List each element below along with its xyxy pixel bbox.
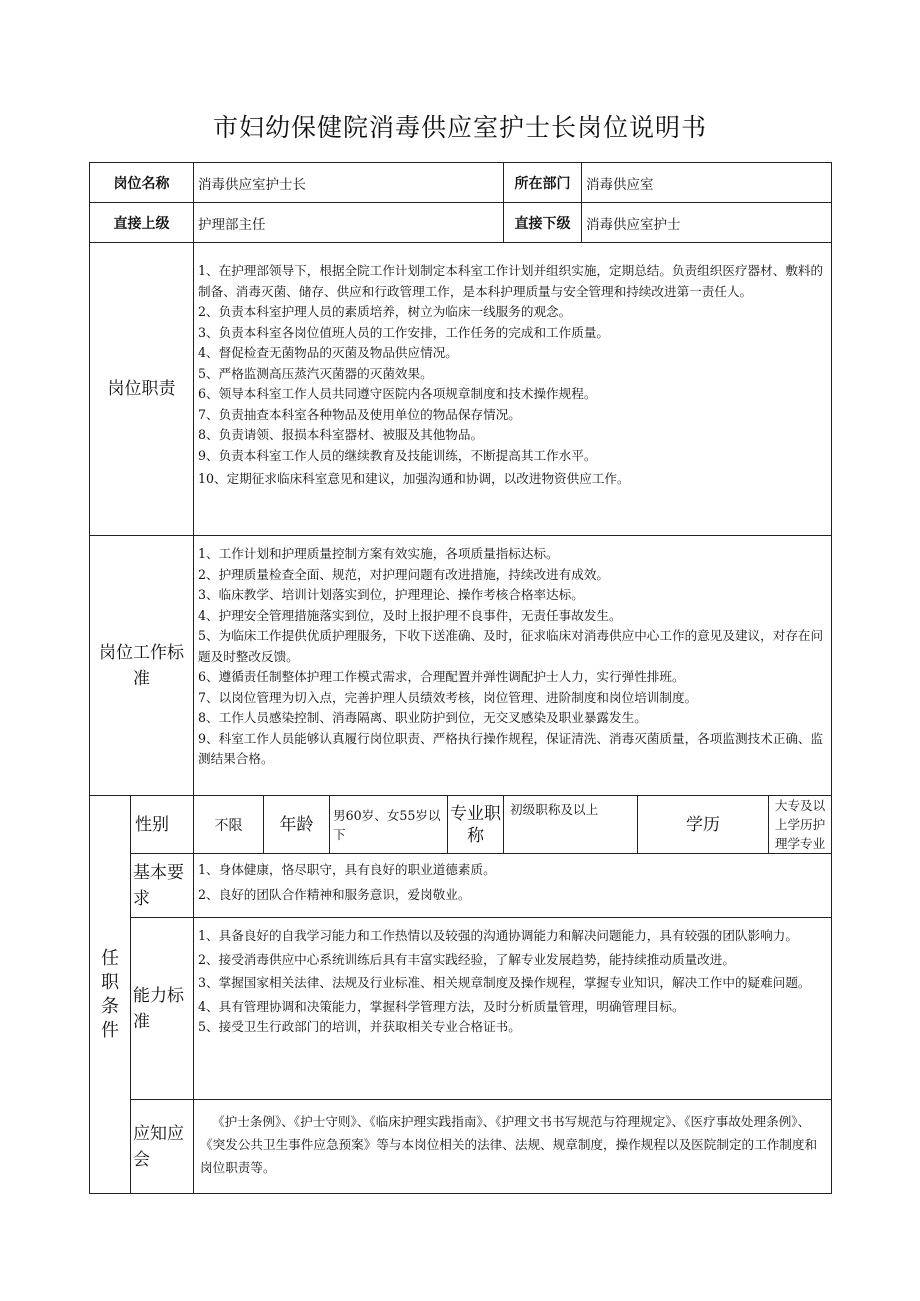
standard-item: 2、护理质量检查全面、规范，对护理问题有改进措施，持续改进有成效。 (198, 566, 610, 582)
basic-item: 2、良好的团队合作精神和服务意识，爱岗敬业。 (198, 886, 471, 902)
ability-row (90, 918, 832, 1100)
duty-item: 9、负责本科室工作人员的继续教育及技能训练，不断提高其工作水平。 (198, 447, 597, 463)
job-description-table (89, 162, 832, 1194)
qualifications-label: 任 职 条 件 (90, 796, 131, 1194)
duty-item: 2、负责本科室护理人员的素质培养，树立为临床一线服务的观念。 (198, 304, 572, 319)
post-name-label: 岗位名称 (90, 163, 194, 203)
ability-item: 3、掌握国家相关法律、法规及行业标准、相关规章制度及操作规程，掌握专业知识，解决工作中的疑难问题。 (198, 975, 811, 990)
duty-item: 7、负责抽查本科室各种物品及使用单位的物品保存情况。 (198, 406, 521, 422)
page-title: 市妇幼保健院消毒供应室护士长岗位说明书 (212, 113, 707, 142)
knowledge-label: 应知应会 (131, 1100, 194, 1194)
standard-item: 8、工作人员感染控制、消毒隔离、职业防护到位，无交叉感染及职业暴露发生。 (198, 710, 647, 725)
duties-label: 岗位职责 (90, 243, 194, 536)
standard-item: 9、科室工作人员能够认真履行岗位职责、严格执行操作规程，保证清洗、消毒灭菌质量，各项监测技术正确、监测结果合格。 (198, 730, 824, 766)
gender-label: 性别 (131, 796, 194, 854)
ability-item: 1、具备良好的自我学习能力和工作热情以及较强的沟通协调能力和解决问题能力，具有较强的团队影响力。 (198, 928, 798, 943)
knowledge-row (90, 1100, 832, 1194)
qual-attributes-row (90, 796, 832, 854)
duties-row (90, 243, 832, 536)
age-label: 年龄 (264, 796, 330, 854)
duty-item: 10、定期征求临床科室意见和建议，加强沟通和协调，以改进物资供应工作。 (198, 471, 630, 486)
standards-label: 岗位工作标准 (90, 536, 194, 796)
basic-list (194, 854, 832, 918)
education-value: 大专及以上学历护理学专业 (769, 796, 832, 854)
gender-value: 不限 (194, 796, 264, 854)
age-value: 男60岁、女55岁以下 (330, 796, 448, 854)
standard-item: 6、遵循责任制整体护理工作模式需求，合理配置并弹性调配护士人力，实行弹性排班。 (198, 669, 685, 684)
ability-list (194, 918, 832, 1100)
dept-label: 所在部门 (504, 163, 582, 203)
standard-item: 7、以岗位管理为切入点，完善护理人员绩效考核，岗位管理、进阶制度和岗位培训制度。 (198, 689, 698, 705)
standards-list (194, 536, 832, 796)
duty-item: 3、负责本科室各岗位值班人员的工作安排，工作任务的完成和工作质量。 (198, 324, 610, 340)
duties-list (194, 243, 832, 536)
ability-label: 能力标准 (131, 918, 194, 1100)
knowledge-text: 《护士条例》、《护士守则》、《临床护理实践指南》、《护理文书书写规范与符理规定》、《医疗事故处理条例》、《突发公共卫生事件应急预案》等与本岗位相关的法律、法规、规章制度，操作规程以及医院制定的工作制度和岗位职责等。 (194, 1100, 832, 1194)
ability-item: 2、接受消毒供应中心系统训练后具有丰富实践经验，了解专业发展趋势，能持续推动质量改进。 (198, 951, 735, 967)
duty-item: 1、在护理部领导下，根据全院工作计划制定本科室工作计划并组织实施，定期总结。负责组织医疗器材、敷料的制备、消毒灭菌、储存、供应和行政管理工作，是本科护理质量与安全管理和持续改进第一责任人。 (198, 263, 824, 299)
title-label: 专业职称 (448, 796, 504, 854)
duty-item: 6、领导本科室工作人员共同遵守医院内各项规章制度和技术操作规程。 (198, 386, 597, 401)
title-value: 初级职称及以上 (504, 796, 638, 854)
ability-item: 5、接受卫生行政部门的培训，并获取相关专业合格证书。 (198, 1019, 521, 1034)
superior-label: 直接上级 (90, 203, 194, 243)
duty-item: 8、负责请领、报损本科室器材、被服及其他物品。 (198, 427, 484, 442)
basic-req-row (90, 854, 832, 918)
subordinate-label: 直接下级 (504, 203, 582, 243)
subordinate-value: 消毒供应室护士 (582, 203, 832, 243)
standard-item: 3、临床教学、培训计划落实到位，护理理论、操作考核合格率达标。 (198, 587, 584, 602)
standard-item: 4、护理安全管理措施落实到位，及时上报护理不良事件，无责任事故发生。 (198, 607, 622, 623)
header-row-2 (90, 203, 832, 243)
post-name-value: 消毒供应室护士长 (194, 163, 504, 203)
standards-row (90, 536, 832, 796)
superior-value: 护理部主任 (194, 203, 504, 243)
duty-item: 5、严格监测高压蒸汽灭菌器的灭菌效果。 (198, 365, 433, 381)
dept-value: 消毒供应室 (582, 163, 832, 203)
basic-item: 1、身体健康，恪尽职守，具有良好的职业道德素质。 (198, 862, 496, 877)
duty-item: 4、督促检查无菌物品的灭菌及物品供应情况。 (198, 345, 458, 360)
education-label: 学历 (638, 796, 769, 854)
basic-label: 基本要求 (131, 854, 194, 918)
header-row-1 (90, 163, 832, 203)
standard-item: 1、工作计划和护理质量控制方案有效实施，各项质量指标达标。 (198, 546, 559, 561)
standard-item: 5、为临床工作提供优质护理服务，下收下送准确、及时，征求临床对消毒供应中心工作的意见及建议，对存在问题及时整改反馈。 (198, 628, 824, 664)
ability-item: 4、具有管理协调和决策能力，掌握科学管理方法，及时分析质量管理，明确管理目标。 (198, 998, 685, 1014)
